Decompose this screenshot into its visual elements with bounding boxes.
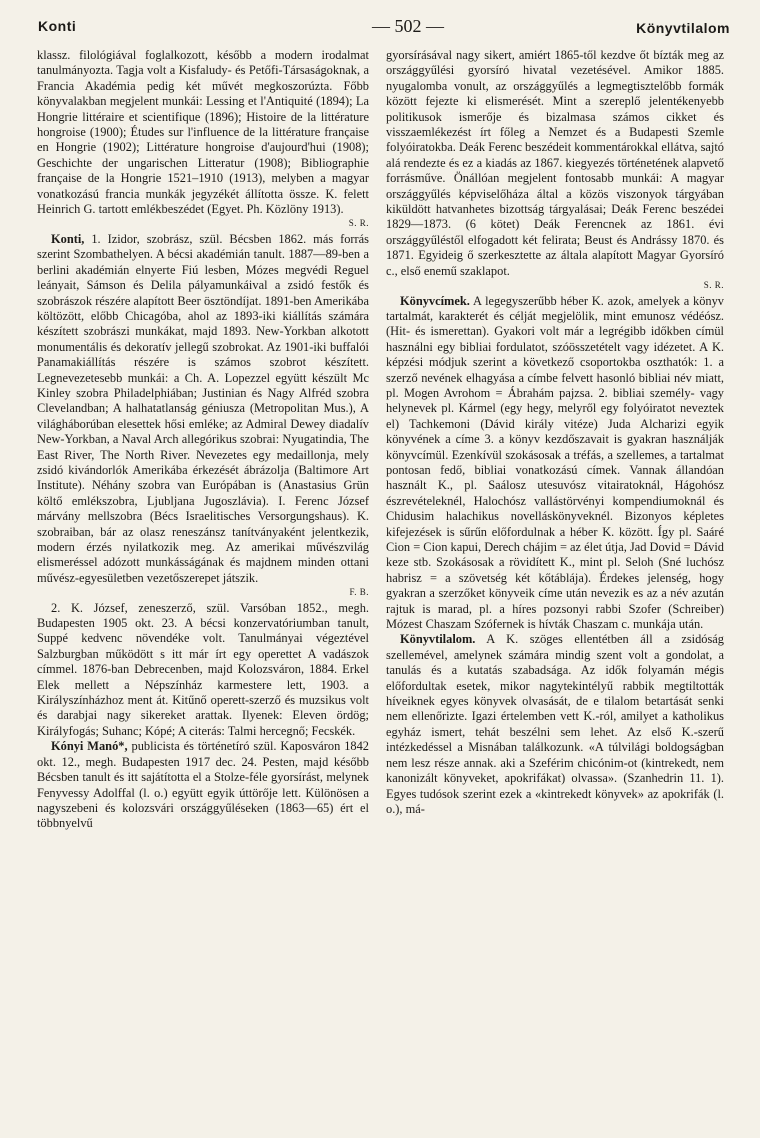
- entry-headword: Kónyi Manó*,: [51, 739, 128, 754]
- entry-text: A legegyszerűbb héber K. azok, amelyek a könyv tartalmát, karakterét és célját megjelölik, mint emunosz védéósz. (Hit- és ismerettan). Gyakori volt már a legrégibb időkben címül használni egy bibliai fordulatot, szóösszetételt vagy idézetet. A K. képzési módjuk szerint a következő csoportokba oszthatók: 1. a szerző nevének elhagyása a címbe felvett hasonló bibliai név miatt, pl. Mogen Avrohom = Ábrahám pajzsa. 2. bibliai személy- vagy helynevek pl. Kármel (egy hegy, melyről egy folyóiratot neveztek el) Tachkemoni (Dávid király vitéze) Juda Alcharizi egyik könyvének a címe 3. a könyv kezdőszavait is gyakran használják könyvcímül. Ezenkívül szokásosak a tréfás, a szellemes, a tartalmat pontosan fedő, bibliai vonatkozású címek. Vannak állandóan használt K., pl. Saálosz utesuvósz vitairatoknál, Hágohósz észrevételeknél, Halochósz vallástörvényi kompendiumoknál és Chidusim halachikus novelláskönyveknél. Bizonyos képletes kifejezések is sűrűn előfordulnak a héber K. között. Így pl. Saáré Cion = Cion kapui, Derech chájim = az élet útja, Jad Dovid = Dávid keze stb. Szokásosak a rövidített K., mint pl. Seloh (Sné luchósz habrisz = a szövetség két kőtáblája). Érdekes jelenség, hogy gyakran a szerzőket könyveik címe után nevezik es az a név azután rajtuk is marad, pl. a híres pozsonyi rabbi Szofer (Schreiber) Mózest Chaszam Szófernek is hívták Chaszam c. munkája után.: [386, 293, 724, 632]
- header-right-guideword: Könyvtilalom: [636, 20, 730, 36]
- entry-continuation: [37, 48, 369, 217]
- dictionary-entry: [386, 294, 724, 633]
- page-header: [38, 14, 730, 40]
- dictionary-entry: [386, 632, 724, 817]
- left-column: [37, 48, 369, 1114]
- page-number: — 502 —: [372, 16, 444, 36]
- author-signature: S. R.: [348, 218, 369, 229]
- entry-text: 2. K. József, zeneszerző, szül. Varsóban 1852., megh. Budapesten 1905 okt. 23. A bécsi konzervatóriumban tanult, Suppé kedvenc növendéke volt. Tanulmányai végeztével Salzburgban működött s itt már írt egy operettet A vadászok címmel. 1876-ban Debrecenben, majd Kolozsváron, 1884. Erkel Elek mellett a Népszínház karmestere lett, 1903. a Királyszínházhoz ment át. Kitűnő operett-szerző és muzsikus volt és darabjai nagy sikereket arattak. Ilyenek: Eleven ördög; Királyfogás; Suhanc; Kópé; A citerás: Talmi hercegnő; Fecskék.: [37, 600, 369, 738]
- author-signature: F. B.: [349, 587, 369, 598]
- header-left-guideword: Konti: [38, 18, 77, 34]
- entry-text: 1. Izidor, szobrász, szül. Bécsben 1862. más forrás szerint Szombathelyen. A bécsi akadémián tanult. 1887—89-ben a berlini akadémián elnyerte Fiú lesben, Mózes megvédi Reguel leányait, Sámson és Delila pályamunkáival a zsidó festők és szobrászok részére alapított Beer ösztöndíjat. 1891-ben Amerikába költözött, előbb Chicagóba, ahol az 1893-iki kiállítás számára készített szobrászi munkákat, majd 1893. New-Yorkban alkotott monumentális és dekoratív jellegű szobrokat. Az 1901-iki buffalói Panamakiállítás részére is számos szobrot készített. Legnevezetesebb munkái: a Ch. A. Lopezzel együtt készült Mc Kinley szobra Philadelphiában; Justinian és Nagy Alfréd szobra Clevelandban; A halhatatlanság géniusza (Metropolitan Mus.), A világháborúban elesettek hősi emléke; az Admiral Dewey diadalív New-Yorkban, a Naval Arch allegórikus szobrai: Nyugatindia, The East River, The North River. Nevezetes egy medaillonja, mely zsidó kivándorlók Amerikába érkezését ábrázolja (Baltimore Art Institute). Néhány szobra van Európában is (Anastasius Grün költő emlékszobra, Ljubljana Jugoszlávia). I. Ferenc József márvány mellszobra (Bécs Israelitisches Versorgungshaus). K. szobraiban, bár az olasz reneszánsz tanítványaként jelentkezik, modern érzés nyilatkozik meg. Az amerikai művészvilág elismeréssel adózott munkásságának és majdnem minden ottani művész-egyesületben vezetőszerepet játszik.: [37, 231, 369, 585]
- entry-headword: Könyvtilalom.: [400, 632, 476, 647]
- right-column: [386, 48, 724, 1114]
- entry-headword: Konti,: [51, 231, 85, 246]
- entry-headword: Könyvcímek.: [400, 293, 470, 308]
- entry-text: klassz. filológiával foglalkozott, később a modern irodalmat tanulmányozta. Tagja volt a Kisfaludy- és Petőfi-Társaságoknak, a Francia Akadémia pedig két művét megkoszorúzta. Főbb könyvalakban megjelent munkái: Lessing et l'Antiquité (1894); La Hongrie littéraire et scientifique (1896); Histoire de la littérature hongroise (1900); Études sur l'influence de la littérature française en Hongrie (1902); Littérature hongroise d'aujourd'hui (1908); Geschichte der ungarischen Litteratur (1908); Bibliographie française de la Hongrie 1521–1910 (1913), melyben a magyar vonatkozású francia munkák jegyzékét állította össze. K. felett Heinrich G. tartott emlékbeszédet (Egyet. Ph. Közlöny 1913).: [37, 48, 369, 217]
- author-signature: S. R.: [703, 280, 724, 291]
- dictionary-entry: [37, 232, 369, 586]
- entry-continuation: [386, 48, 724, 279]
- entry-text: gyorsírásával nagy sikert, amiért 1865-től kezdve őt bízták meg az országgyűlési gyorsíró hivatal vezetésével. Amikor 1885. nyugalomba vonult, az országgyűlés a legmegtisztelőbb formák között fejezte ki elismerését. Mint a szereplő jelentékenyebb politikusok ismerője és bizalmasa számos cikket és visszaemlékezést írt főleg a Nemzet és a Budapesti Szemle folyóiratokba. Deák Ferenc beszédeit kommentárokkal ellátva, sajtó alá rendezte és ez a kiadás az 1867. kiegyezés történetének alapvető forrásműve. Önállóan megjelent fontosabb munkái: A magyar országgyűlés képviselőháza által a közös viszonyok tárgyában kiküldött hatvanhetes bizottság tárgyalásai; Deák Ferenc beszédei 1829—1873. (6 kötet) Deák Ferencnek az 1861. évi országgyűléstől elfogadott két felirata; Beust és Andrássy 1870. és 1871. Egyideig ő szerkesztette az általa alapított Magyar Gyorsíró c., első enemű szaklapot.: [386, 48, 724, 278]
- entry-text: publicista és történetíró szül. Kaposváron 1842 okt. 12., megh. Budapesten 1917 dec. 24. Pesten, majd később Bécsben tanult és itt sajátította el a Stolze-féle gyorsírást, melynek Fenyvessy Adolffal (l. o.) együtt egyik úttörője lett. Különösen a nagyszebeni és kolozsvári országgyűléseken (1863—65) ért el többnyelvű: [37, 739, 369, 831]
- entry-text: A K. szöges ellentétben áll a zsidóság szellemével, amelynek számára mindig szent volt a gondolat, a tanulás és a kutatás szabadsága. Az idők folyamán mégis előfordultak esetek, mikor nagytekintélyű rabbik megtiltották híveiknek egyes könyvek olvasását, de e tilalom betartását senki nem ellenőrizte. Igazi értelemben vett K.-ról, amilyet a katholikus egyház ismert, tehát beszélni sem lehet. Az első K.-szerű intézkedéssel a Misnában találkozunk. «A túlvilági boldogságban nem lesz része annak. aki a Szeférim chicónim-ot (kintrekedt, nem kanonizált könyveket, apokrifákat) olvassa». (Szanhedrin 11. 1). Egyes tudósok szerint ezek a «kintrekedt könyvek» az apokrifák (l. o.), má-: [386, 632, 724, 816]
- entry-continuation: [37, 601, 369, 740]
- dictionary-entry: [37, 739, 369, 831]
